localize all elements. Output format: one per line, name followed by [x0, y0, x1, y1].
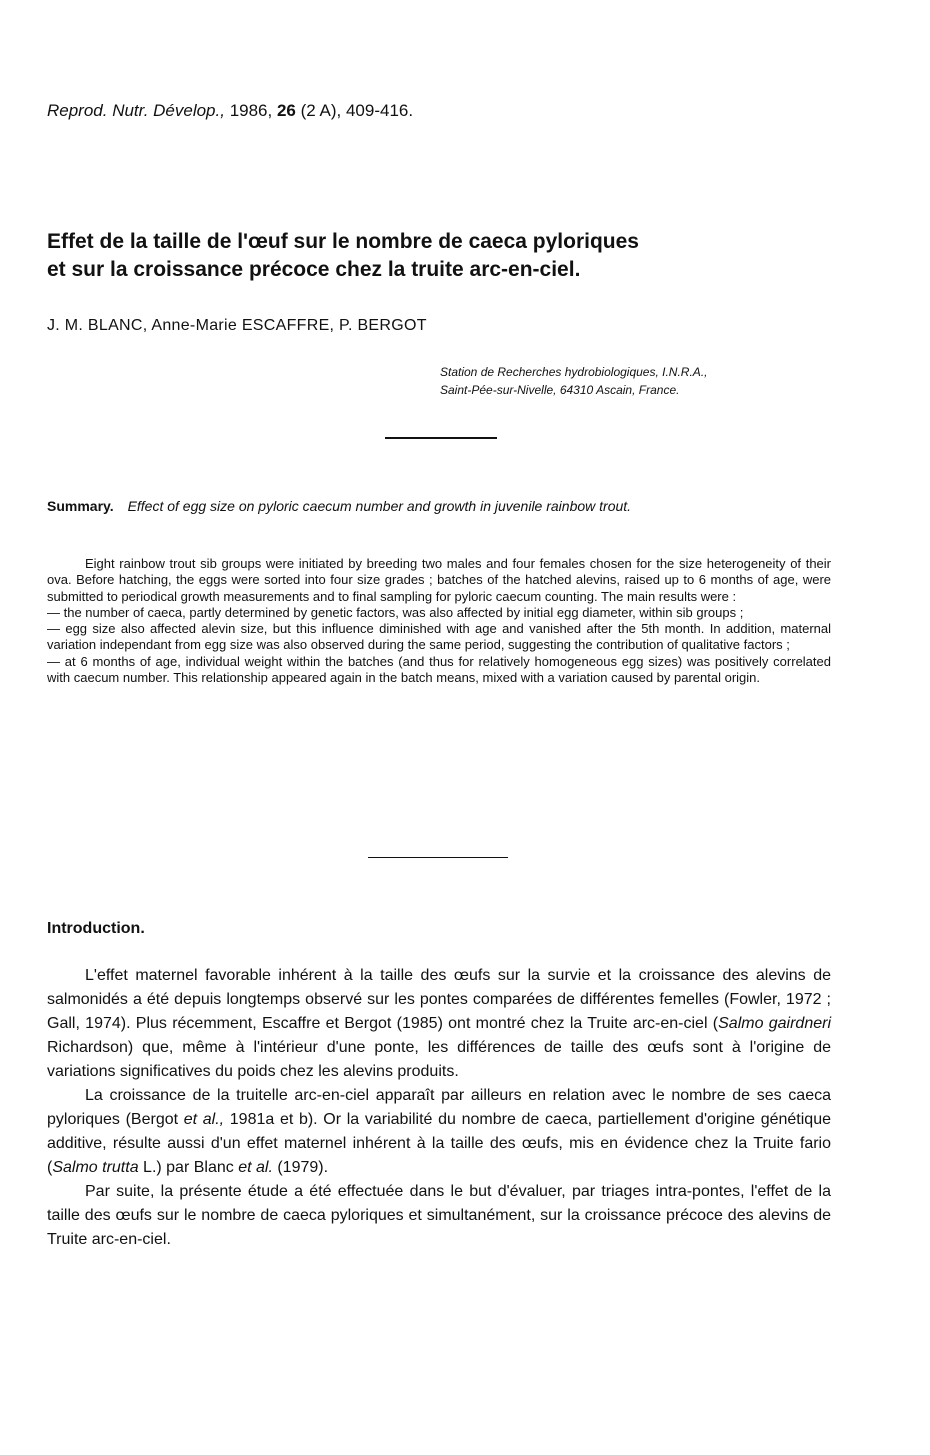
intro-paragraph-3: Par suite, la présente étude a été effectuée dans le but d'évaluer, par triages intra-pontes, l'effet de la taille des œufs sur le nombre de caeca pyloriques et simultanément, sur la croissance précoce des alevins de Truite arc-en-ciel.: [47, 1183, 831, 1248]
summary-paragraph: Eight rainbow trout sib groups were initiated by breeding two males and four females chosen for the size heterogeneity of their ova. Before hatching, the eggs were sorted into four size grades ; batches of the hatched alevins, raised up to 6 months of age, were submitted to periodical growth measurements and to final sampling for pyloric caecum counting. The main results were :: [47, 556, 831, 604]
et-al: et al.,: [183, 1111, 225, 1128]
species-name: Salmo trutta: [52, 1159, 139, 1176]
text-run: Richardson) que, même à l'intérieur d'une ponte, les différences de taille des œufs sont à l'origine de variations significatives du poids chez les alevins produits.: [47, 1039, 831, 1080]
introduction-body: [47, 964, 831, 1252]
journal-citation: [47, 100, 747, 122]
affiliation-line-2: Saint-Pée-sur-Nivelle, 64310 Ascain, France.: [440, 383, 680, 397]
summary-result-item: — the number of caeca, partly determined by genetic factors, was also affected by initial egg diameter, within sib groups ;: [47, 604, 744, 620]
intro-paragraph-1: [47, 964, 831, 1084]
text-run: La croissance de la truitelle arc-en-ciel apparaît par ailleurs en relation avec le nombre de ses caeca pyloriques (Bergot: [47, 1087, 831, 1128]
citation-issue-pages: (2 A), 409-416.: [300, 101, 414, 120]
intro-paragraph-2: [47, 1084, 831, 1180]
text-run: L.) par Blanc: [138, 1159, 239, 1176]
text-run: 1981a et b). Or la variabilité du nombre de caeca, partiellement d'origine génétique additive, résulte aussi d'un effet maternel inhérent à la taille des œufs, mis en évidence chez la Truite fario (: [47, 1111, 831, 1176]
summary-heading: [47, 496, 837, 516]
summary-result-item: — at 6 months of age, individual weight within the batches (and thus for relatively homogeneous egg sizes) was positively correlated with caecum number. This relationship appeared again in the batch means, mixed with a variation caused by parental origin.: [47, 653, 831, 686]
text-run: L'effet maternel favorable inhérent à la taille des œufs sur la survie et la croissance des alevins de salmonidés a été depuis longtemps observé sur les pontes comparées de différentes femelles (Fowler, 1972 ; Gall, 1974). Plus récemment, Escaffre et Bergot (1985) ont montré chez la Truite arc-en-ciel (: [47, 967, 831, 1032]
introduction-heading: Introduction.: [47, 920, 145, 937]
affiliation: [440, 363, 860, 399]
et-al: et al.: [238, 1159, 273, 1176]
text-run: (1979).: [272, 1159, 329, 1176]
section-divider: [385, 437, 497, 439]
summary-label: Summary.: [47, 498, 114, 514]
section-divider: [368, 857, 508, 858]
journal-name: Reprod. Nutr. Dévelop.,: [47, 101, 225, 120]
paper-title: [47, 228, 877, 284]
title-line-2: et sur la croissance précoce chez la truite arc-en-ciel.: [47, 258, 581, 281]
summary-result-item: — egg size also affected alevin size, but this influence diminished with age and vanished after the 5th month. In addition, maternal variation independant from egg size was also observed during the same period, suggesting the contribution of qualitative factors ;: [47, 621, 831, 653]
author-list: J. M. BLANC, Anne-Marie ESCAFFRE, P. BERGOT: [47, 317, 427, 334]
title-line-1: Effet de la taille de l'œuf sur le nombre de caeca pyloriques: [47, 230, 639, 253]
summary-body: [47, 556, 831, 686]
affiliation-line-1: Station de Recherches hydrobiologiques, I.N.R.A.,: [440, 365, 708, 379]
species-name: Salmo gairdneri: [718, 1015, 832, 1032]
citation-volume: 26: [276, 101, 296, 120]
citation-year: 1986,: [229, 101, 273, 120]
english-title: Effect of egg size on pyloric caecum number and growth in juvenile rainbow trout.: [127, 498, 632, 514]
